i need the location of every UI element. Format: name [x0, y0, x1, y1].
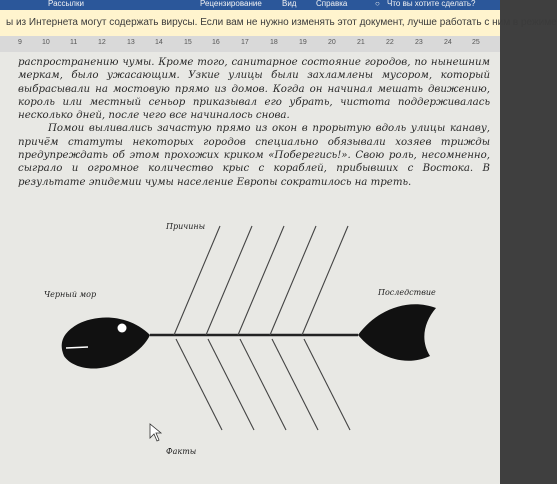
paragraph: Помои выливались зачастую прямо из окон в прорытую вдоль улицы канаву, причём статуты некоторых городов специально обязывали хозяев трижды предупреждать об этом прохожих криком «Поберегись!». Свою роль, несомненно, сыграло и огромное количество крыс с кораблей, прибывших с Востока. В результате эпидемии чумы население Европы сократилось на треть.	[18, 123, 490, 188]
fish-head-shape	[62, 318, 150, 369]
label-consequence: Последствие	[378, 288, 436, 297]
tab-view[interactable]: Вид	[282, 0, 297, 8]
ruler-tick: 15	[184, 39, 192, 46]
protected-view-bar	[0, 10, 557, 37]
fish-tail-shape	[358, 304, 436, 361]
document-page[interactable]	[0, 52, 500, 484]
tab-mailings[interactable]: Рассылки	[48, 0, 84, 8]
ribbon-bar	[0, 0, 500, 10]
label-head: Черный мор	[44, 290, 97, 299]
ruler-tick: 12	[98, 39, 106, 46]
paragraph: распространению чумы. Кроме того, санитарное состояние городов, по нынешним меркам, было ужасающим. Узкие улицы были захламлены мусором, который выбрасывали на мостовую прямо из домов. Когда он начинал мешать движению, король или местный сеньор приказывал его убрать, чистота поддерживалась несколько дней, после чего все начиналось снова.	[18, 57, 490, 122]
tab-review[interactable]: Рецензирование	[200, 0, 262, 8]
ruler-tick: 11	[70, 39, 78, 46]
ruler-tick: 14	[155, 39, 163, 46]
label-facts: Факты	[166, 447, 197, 456]
ruler-tick: 20	[328, 39, 336, 46]
fish-mouth	[66, 347, 88, 348]
ruler-tick: 19	[299, 39, 307, 46]
ruler-tick: 18	[270, 39, 278, 46]
tell-me-box[interactable]: Что вы хотите сделать?	[387, 0, 476, 8]
ruler-tick: 23	[415, 39, 423, 46]
ruler-tick: 13	[127, 39, 135, 46]
ruler-tick: 9	[18, 39, 22, 46]
lightbulb-icon: ○	[375, 0, 380, 8]
ruler-tick: 16	[212, 39, 220, 46]
ruler-tick: 21	[357, 39, 365, 46]
ruler-tick: 10	[42, 39, 50, 46]
ruler-tick: 17	[241, 39, 249, 46]
warning-message: ы из Интернета могут содержать вирусы. Если вам не нужно изменять этот документ, лучше работать с ним в режиме	[6, 17, 557, 28]
fishbone-diagram	[0, 52, 500, 484]
horizontal-ruler[interactable]	[0, 36, 500, 53]
ruler-tick: 24	[444, 39, 452, 46]
ruler-tick: 22	[386, 39, 394, 46]
ruler-tick: 25	[472, 39, 480, 46]
tab-help[interactable]: Справка	[316, 0, 348, 8]
mouse-cursor-icon	[150, 424, 161, 441]
fish-eye	[118, 324, 127, 333]
label-causes: Причины	[166, 222, 206, 231]
